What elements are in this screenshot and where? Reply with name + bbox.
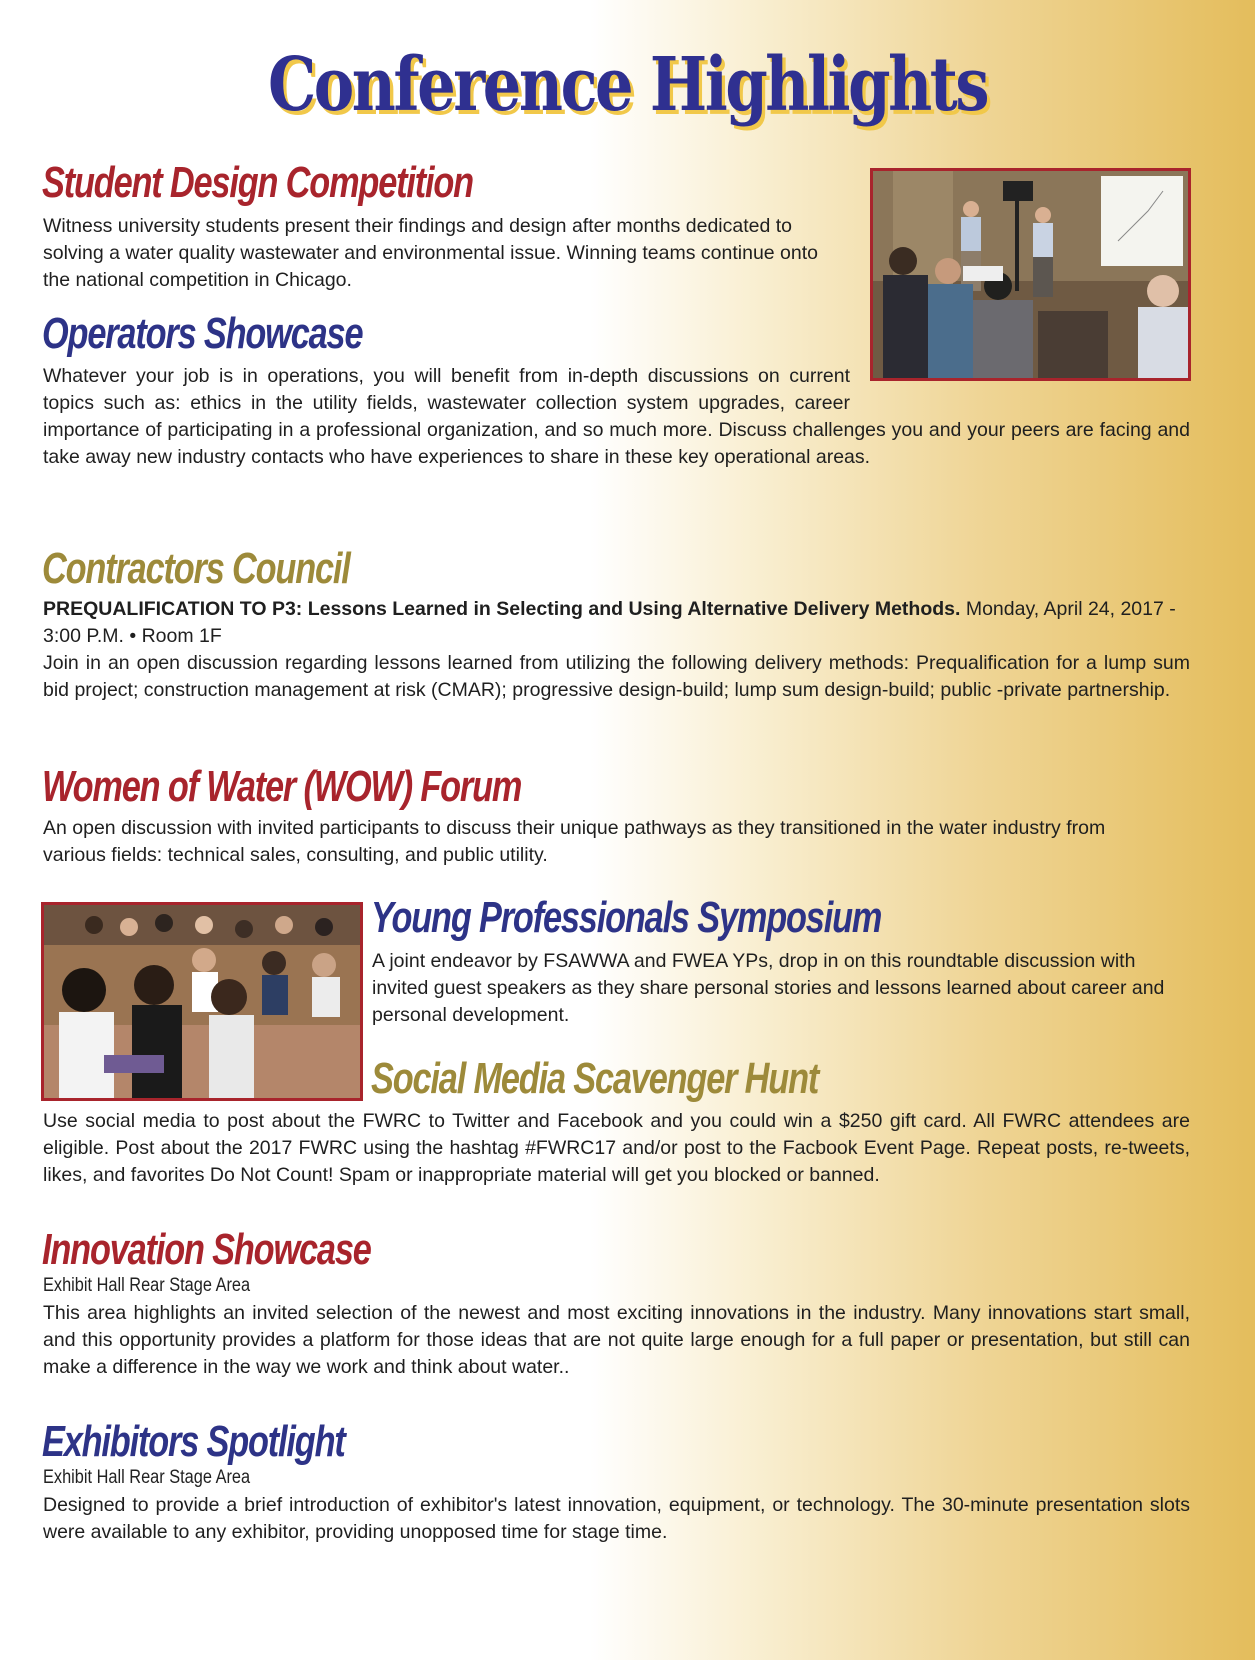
- page-title: Conference Highlights: [267, 42, 988, 128]
- contractors-council-body: Join in an open discussion regarding lessons learned from utilizing the following delivery methods: Prequalification for a lump sum bid project; construction management at risk (CMAR); progressive design-build; lump sum design-build; public -private partnership.: [43, 652, 1190, 701]
- contractors-session-info: [43, 596, 1193, 650]
- exhibitors-spotlight-body: Designed to provide a brief introduction of exhibitor's latest innovation, equipment, or technology. The 30-minute presentation slots were available to any exhibitor, providing unopposed time for stage time.: [43, 1494, 1190, 1543]
- student-design-heading: Student Design Competition: [42, 158, 473, 207]
- social-media-heading: Social Media Scavenger Hunt: [371, 1054, 819, 1103]
- contractors-session-when: Monday, April 24, 2017 - 3:00 P.M. • Room 1F: [43, 598, 1176, 647]
- young-professionals-heading: Young Professionals Symposium: [371, 893, 882, 942]
- exhibitors-spotlight-heading: Exhibitors Spotlight: [42, 1417, 345, 1466]
- contractors-council-heading: Contractors Council: [42, 544, 350, 593]
- student-design-body: Witness university students present their findings and design after months dedicated to solving a water quality wastewater and environmental issue. Winning teams continue onto the national competition in Chicago.: [43, 215, 819, 291]
- wow-forum-body: An open discussion with invited participants to discuss their unique pathways as they transitioned in the water industry from various fields: technical sales, consulting, and public utility.: [43, 817, 1106, 866]
- innovation-showcase-body: This area highlights an invited selection of the newest and most exciting innovations in the industry. Many innovations start small, and this opportunity provides a platform for those ideas that are not quite large enough for a full paper or presentation, but still can make a difference in the way we work and think about water..: [43, 1302, 1190, 1378]
- operators-showcase-body-wrap: [43, 363, 1190, 471]
- contractors-session-title: PREQUALIFICATION TO P3: Lessons Learned in Selecting and Using Alternative Delivery Methods.: [43, 598, 961, 620]
- young-professionals-body: A joint endeavor by FSAWWA and FWEA YPs, drop in on this roundtable discussion with invited guest speakers as they share personal stories and lessons learned about career and personal development.: [372, 950, 1165, 1026]
- innovation-showcase-heading: Innovation Showcase: [42, 1225, 371, 1274]
- wow-forum-heading: Women of Water (WOW) Forum: [42, 762, 522, 811]
- exhibitors-spotlight-location: Exhibit Hall Rear Stage Area: [43, 1467, 251, 1488]
- operators-showcase-heading: Operators Showcase: [42, 309, 363, 358]
- social-media-body: Use social media to post about the FWRC to Twitter and Facebook and you could win a $250 gift card. All FWRC attendees are eligible. Post about the 2017 FWRC using the hashtag #FWRC17 and/or post to the Facbook Event Page. Repeat posts, re-tweets, likes, and favorites Do Not Count! Spam or inappropriate material will get you blocked or banned.: [43, 1110, 1190, 1186]
- innovation-showcase-location: Exhibit Hall Rear Stage Area: [43, 1275, 251, 1296]
- photo-wrap-spacer: [850, 363, 1190, 391]
- audience-photo-image: [44, 905, 360, 1098]
- presentation-photo-image: [873, 171, 1188, 378]
- audience-photo: [41, 902, 363, 1101]
- operators-showcase-body: Whatever your job is in operations, you will benefit from in-depth discussions on current topics such as: ethics in the utility fields, wastewater collection system upgrades, career importance of participating in a professional organization, and so much more. Discuss challenges you and your peers are facing and take away new industry contacts who have experiences to share in these key operational areas.: [43, 365, 1190, 468]
- presentation-photo: [870, 168, 1191, 381]
